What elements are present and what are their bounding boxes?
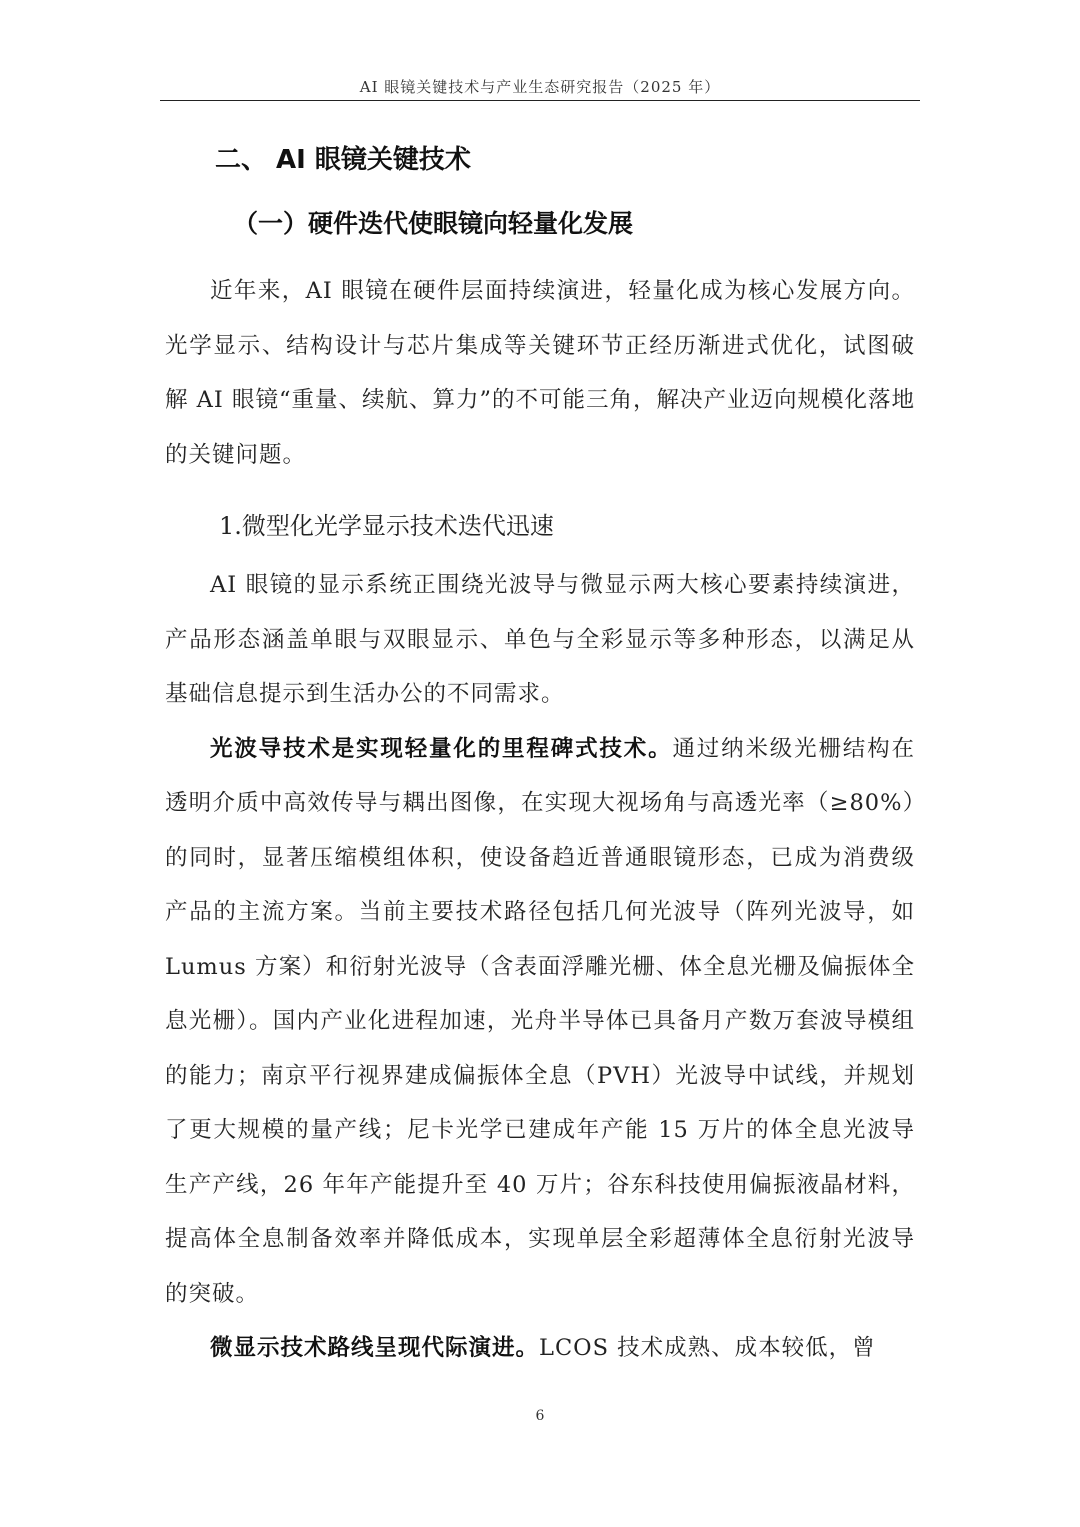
header-rule [160,100,920,101]
subsection-heading: （一）硬件迭代使眼镜向轻量化发展 [233,209,634,238]
microdisplay-paragraph [165,1321,915,1376]
document-body [165,142,915,1376]
microdisplay-lead: 微显示技术路线呈现代际演进。 [210,1335,540,1361]
section-heading: 二、 AI 眼镜关键技术 [215,145,471,175]
microdisplay-body: LCOS 技术成熟、成本较低，曾 [539,1335,876,1361]
page-number: 6 [535,1408,545,1424]
intro-paragraph: 近年来，AI 眼镜在硬件层面持续演进，轻量化成为核心发展方向。光学显示、结构设计与芯片集成等关键环节正经历渐进式优化，试图破解 AI 眼镜“重量、续航、算力”的不可能三角，解决产业迈向规模化落地的关键问题。 [165,278,915,468]
waveguide-body: 通过纳米级光栅结构在透明介质中高效传导与耦出图像，在实现大视场角与高透光率（≥80%）的同时，显著压缩模组体积，使设备趋近普通眼镜形态，已成为消费级产品的主流方案。当前主要技术路径包括几何光波导（阵列光波导，如 Lumus 方案）和衍射光波导（含表面浮雕光栅、体全息光栅及偏振体全息光栅）。国内产业化进程加速，光舟半导体已具备月产数万套波导模组的能力；南京平行视界建成偏振体全息（PVH）光波导中试线，并规划了更大规模的量产线；尼卡光学已建成年产能 15 万片的体全息光波导生产产线，26 年年产能提升至 40 万片；谷东科技使用偏振液晶材料，提高体全息制备效率并降低成本，实现单层全彩超薄体全息衍射光波导的突破。 [165,735,915,1307]
waveguide-lead: 光波导技术是实现轻量化的里程碑式技术。 [210,735,673,762]
waveguide-paragraph [165,722,915,1322]
display-paragraph: AI 眼镜的显示系统正围绕光波导与微显示两大核心要素持续演进，产品形态涵盖单眼与双眼显示、单色与全彩显示等多种形态，以满足从基础信息提示到生活办公的不同需求。 [165,572,915,707]
running-header: AI 眼镜关键技术与产业生态研究报告（2025 年） [359,78,721,96]
sub-heading: 1.微型化光学显示技术迭代迅速 [219,512,554,540]
